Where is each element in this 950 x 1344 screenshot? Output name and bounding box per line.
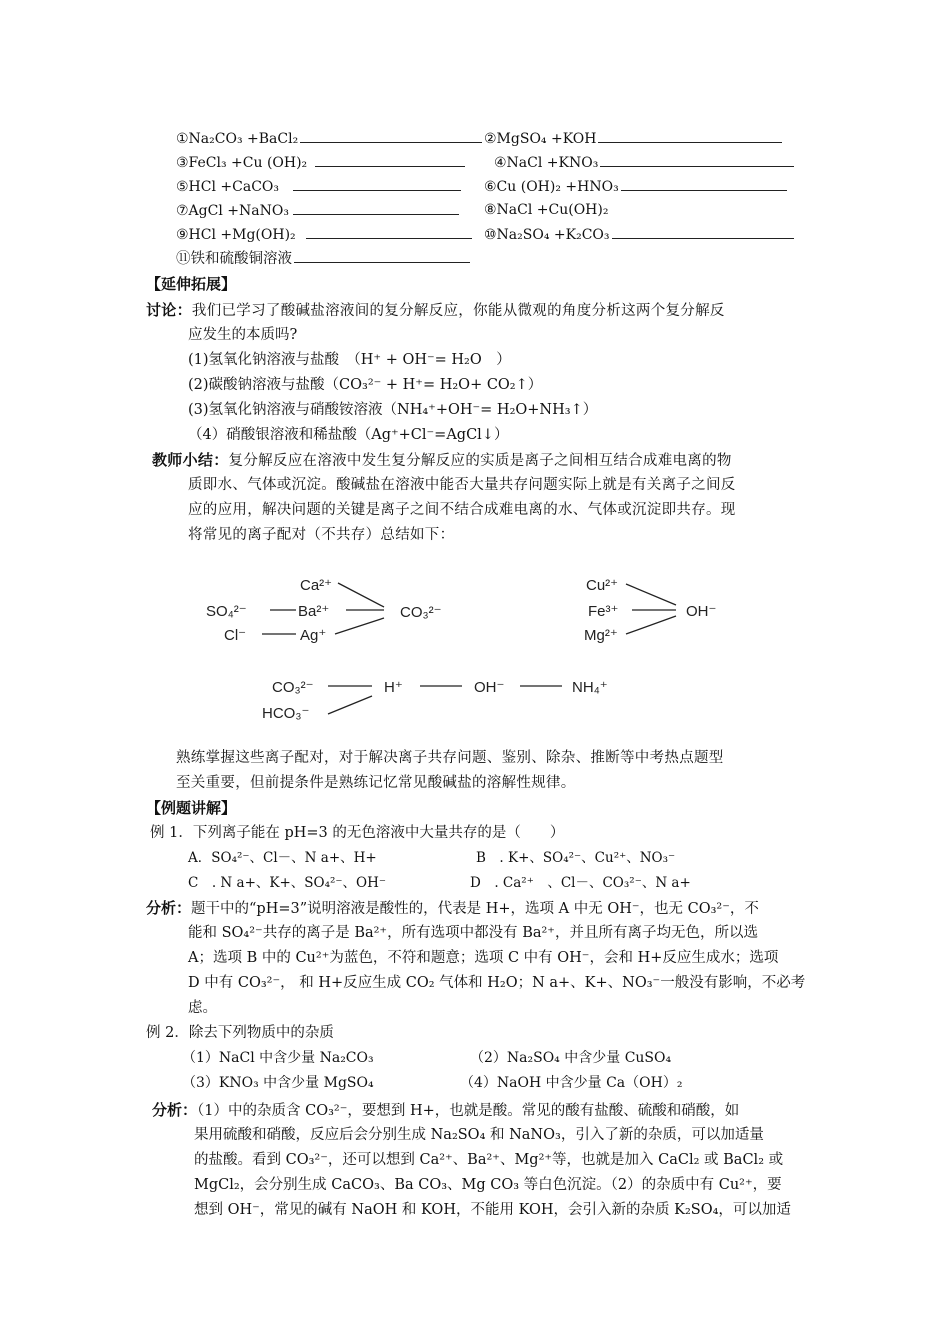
discussion-line2: 应发生的本质吗? <box>188 327 298 343</box>
ion-h: H⁺ <box>384 679 403 696</box>
example1-question: 例 1．下列离子能在 pH=3 的无色溶液中大量共存的是（ ） <box>150 825 565 841</box>
example2-item-4: （4）NaOH 中含少量 Ca（OH）₂ <box>460 1075 683 1091</box>
answer-blank[interactable] <box>621 176 787 191</box>
teacher-summary-line2: 质即水、气体或沉淀。酸碱盐在溶液中能否大量共存问题实际上就是有关离子之间反 <box>188 477 736 493</box>
example2-question: 例 2．除去下列物质中的杂质 <box>146 1025 334 1041</box>
ion-nh4: NH₄⁺ <box>572 679 608 696</box>
exercise-4: ④NaCl +KNO₃ <box>494 152 794 173</box>
mastery-line1: 熟练掌握这些离子配对，对于解决离子共存问题、鉴别、除杂、推断等中考热点题型 <box>176 750 724 766</box>
ion-co3: CO₃²⁻ <box>272 679 314 696</box>
answer-blank[interactable] <box>315 152 465 167</box>
exercise-5: ⑤HCl +CaCO₃ <box>176 176 461 197</box>
ion-ag: Ag⁺ <box>300 627 327 644</box>
ion-oh: OH⁻ <box>686 603 717 620</box>
exercise-7: ⑦AgCl +NaNO₃ <box>176 200 459 221</box>
discussion-item-1: (1)氢氧化钠溶液与盐酸 （H⁺ + OH⁻= H₂O ） <box>188 352 511 368</box>
ion-mg: Mg²⁺ <box>584 627 618 644</box>
answer-blank[interactable] <box>300 128 482 143</box>
example1-option-b: B . K+、SO₄²⁻、Cu²⁺、NO₃⁻ <box>476 850 676 866</box>
example2-item-2: （2）Na₂SO₄ 中含少量 CuSO₄ <box>470 1050 672 1066</box>
teacher-summary-line4: 将常见的离子配对（不共存）总结如下： <box>188 527 455 543</box>
ion-hco3: HCO₃⁻ <box>262 705 310 722</box>
example2-item-1: （1）NaCl 中含少量 Na₂CO₃ <box>182 1050 374 1066</box>
analysis-label: 分析： <box>146 899 192 917</box>
example1-option-d: D . Ca²⁺ 、Cl－、CO₃²⁻、N a+ <box>470 875 691 891</box>
pair-line <box>626 584 676 605</box>
ion-so4: SO₄²⁻ <box>206 603 247 620</box>
section-heading-examples: 【例题讲解】 <box>146 799 237 817</box>
example2-item-3: （3）KNO₃ 中含少量 MgSO₄ <box>182 1075 374 1091</box>
example1-option-a: A．SO₄²⁻、Cl－、N a+、H+ <box>188 850 377 866</box>
exercise-1: ①Na₂CO₃ +BaCl₂ <box>176 128 482 149</box>
analysis2-line2: 果用硫酸和硝酸，反应后会分别生成 Na₂SO₄ 和 NaNO₃，引入了新的杂质，可以加适量 <box>194 1127 764 1143</box>
exercise-9: ⑨HCl +Mg(OH)₂ <box>176 224 472 245</box>
ion-ba: Ba²⁺ <box>298 603 330 620</box>
answer-blank[interactable] <box>612 224 794 239</box>
exercise-11: ⑪铁和硫酸铜溶液 <box>176 248 470 269</box>
answer-blank[interactable] <box>306 224 472 239</box>
exercise-6: ⑥Cu (OH)₂ +HNO₃ <box>484 176 787 197</box>
discussion-item-3: (3)氢氧化钠溶液与硝酸铵溶液（NH₄⁺+OH⁻= H₂O+NH₃↑） <box>188 402 598 418</box>
pair-line <box>335 618 384 634</box>
ion-cl: Cl⁻ <box>224 627 247 644</box>
analysis1-line2: 能和 SO₄²⁻共存的离子是 Ba²⁺，所有选项中都没有 Ba²⁺，并且所有离子均无色，所以选 <box>188 925 758 941</box>
example1-option-c: C . N a+、K+、SO₄²⁻、OH⁻ <box>188 875 387 891</box>
exercise-10: ⑩Na₂SO₄ +K₂CO₃ <box>484 224 794 245</box>
exercise-2: ②MgSO₄ +KOH <box>484 128 782 149</box>
discussion-line1: 讨论：我们已学习了酸碱盐溶液间的复分解反应，你能从微观的角度分析这两个复分解反 <box>146 301 725 319</box>
teacher-summary-line1: 教师小结：复分解反应在溶液中发生复分解反应的实质是离子之间相互结合成难电离的物 <box>152 451 732 469</box>
analysis2-line4: MgCl₂，会分别生成 CaCO₃、Ba CO₃、Mg CO₃ 等白色沉淀。（2）的杂质中有 Cu²⁺，要 <box>194 1177 782 1193</box>
ion-cu: Cu²⁺ <box>586 577 619 594</box>
analysis2-line1: 分析：（1）中的杂质含 CO₃²⁻，要想到 H+，也就是酸。常见的酸有盐酸、硫酸和硝酸，如 <box>152 1101 740 1119</box>
analysis2-line5: 想到 OH⁻，常见的碱有 NaOH 和 KOH，不能用 KOH，会引入新的杂质 K₂SO₄，可以加适 <box>194 1202 791 1218</box>
ion-oh: OH⁻ <box>474 679 505 696</box>
answer-blank[interactable] <box>294 248 470 263</box>
analysis2-line3: 的盐酸。看到 CO₃²⁻，还可以想到 Ca²⁺、Ba²⁺、Mg²⁺等，也就是加入 CaCl₂ 或 BaCl₂ 或 <box>194 1152 784 1168</box>
answer-blank[interactable] <box>598 128 782 143</box>
pair-line <box>626 616 676 634</box>
section-heading-extension: 【延伸拓展】 <box>146 275 237 293</box>
mastery-line2: 至关重要，但前提条件是熟练记忆常见酸碱盐的溶解性规律。 <box>176 775 576 791</box>
pair-line <box>338 583 384 607</box>
exercise-3: ③FeCl₃ +Cu (OH)₂ <box>176 152 465 173</box>
discussion-item-4: （4）硝酸银溶液和稀盐酸（Ag⁺+Cl⁻=AgCl↓） <box>188 427 509 443</box>
analysis1-line1: 分析：题干中的“pH=3”说明溶液是酸性的，代表是 H+，选项 A 中无 OH⁻，也无 CO₃²⁻，不 <box>146 899 759 917</box>
ion-ca: Ca²⁺ <box>300 577 333 594</box>
pair-line <box>328 696 372 714</box>
answer-blank[interactable] <box>293 200 459 215</box>
ion-pairing-diagram <box>0 570 950 740</box>
analysis1-line3: A；选项 B 中的 Cu²⁺为蓝色，不符和题意；选项 C 中有 OH⁻，会和 H+反应生成水；选项 <box>188 950 779 966</box>
discussion-label: 讨论： <box>146 301 192 319</box>
analysis-label: 分析： <box>152 1101 198 1119</box>
answer-blank[interactable] <box>600 152 794 167</box>
exercise-8: ⑧NaCl +Cu(OH)₂ <box>484 202 609 218</box>
ion-co3: CO₃²⁻ <box>400 604 442 621</box>
analysis1-line4: D 中有 CO₃²⁻， 和 H+反应生成 CO₂ 气体和 H₂O；N a+、K+、NO₃⁻一般没有影响，不必考 <box>188 975 806 991</box>
answer-blank[interactable] <box>293 176 461 191</box>
teacher-summary-line3: 应的应用，解决问题的关键是离子之间不结合成难电离的水、气体或沉淀即共存。现 <box>188 502 736 518</box>
analysis1-line5: 虑。 <box>188 1000 217 1016</box>
teacher-summary-label: 教师小结： <box>152 451 229 469</box>
ion-fe: Fe³⁺ <box>588 603 619 620</box>
discussion-item-2: (2)碳酸钠溶液与盐酸（CO₃²⁻ + H⁺= H₂O+ CO₂↑） <box>188 377 543 393</box>
